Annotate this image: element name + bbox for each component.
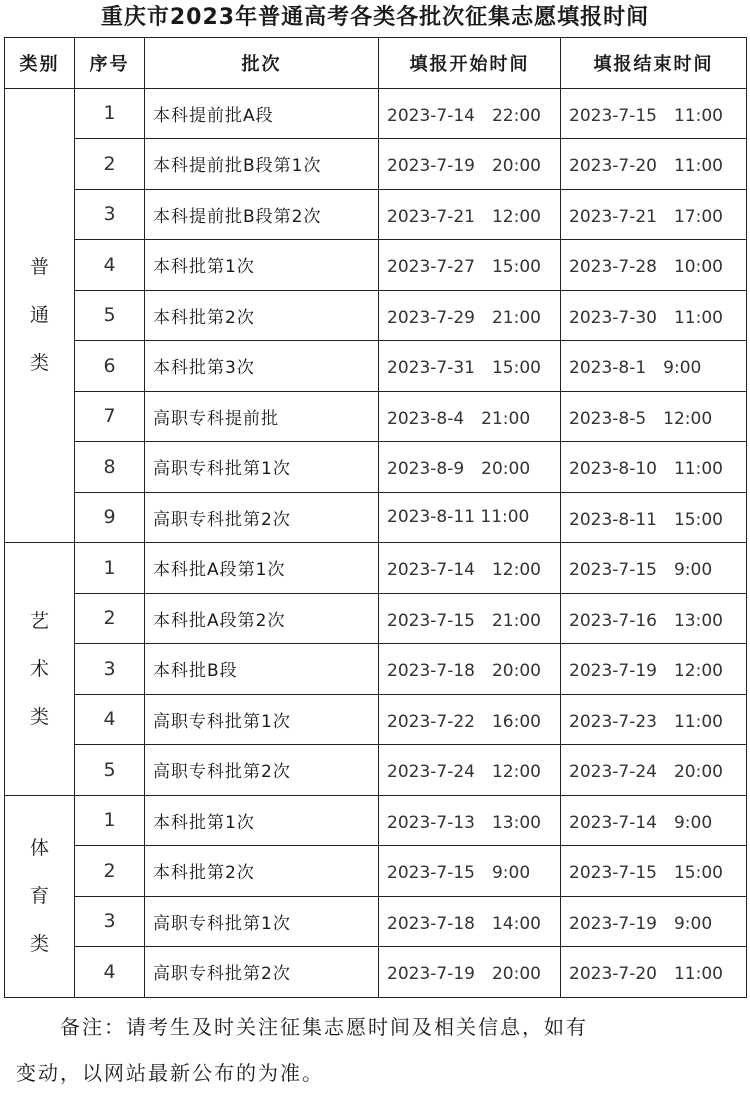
seq-cell: 5 (75, 290, 145, 341)
end-time-cell: 2023-7-19 9:00 (561, 896, 747, 947)
header-seq: 序号 (75, 38, 145, 89)
start-time-cell: 2023-7-31 15:00 (379, 341, 561, 392)
category-char: 类 (29, 933, 49, 955)
category-cell (5, 795, 75, 997)
batch-cell: 本科批第2次 (145, 290, 379, 341)
page-title: 重庆市2023年普通高考各类各批次征集志愿填报时间 (100, 5, 650, 30)
start-time-cell: 2023-8-11 11:00 (379, 492, 561, 543)
end-time-cell: 2023-8-1 9:00 (561, 341, 747, 392)
seq-cell: 5 (75, 745, 145, 796)
header-start-time: 填报开始时间 (379, 38, 561, 89)
seq-cell: 3 (75, 644, 145, 695)
end-time-cell: 2023-8-10 11:00 (561, 442, 747, 493)
seq-cell: 8 (75, 442, 145, 493)
start-time-cell: 2023-7-24 12:00 (379, 745, 561, 796)
start-time-cell: 2023-7-14 12:00 (379, 543, 561, 594)
end-time-cell: 2023-7-15 15:00 (561, 846, 747, 897)
seq-cell: 7 (75, 391, 145, 442)
start-time-cell: 2023-7-13 13:00 (379, 795, 561, 846)
start-time-cell: 2023-7-29 21:00 (379, 290, 561, 341)
start-time-cell: 2023-7-27 15:00 (379, 240, 561, 291)
table-row (5, 442, 747, 493)
batch-cell: 本科批A段第1次 (145, 543, 379, 594)
table-row (5, 189, 747, 240)
batch-cell: 本科批A段第2次 (145, 593, 379, 644)
schedule-table (4, 37, 747, 998)
start-time-cell: 2023-7-15 9:00 (379, 846, 561, 897)
table-row (5, 341, 747, 392)
end-time-cell: 2023-7-19 12:00 (561, 644, 747, 695)
category-char: 普 (29, 256, 49, 279)
batch-cell: 本科批第2次 (145, 846, 379, 897)
batch-cell: 本科批第1次 (145, 795, 379, 846)
start-time-cell: 2023-8-4 21:00 (379, 391, 561, 442)
start-time-cell: 2023-7-18 14:00 (379, 896, 561, 947)
seq-cell: 2 (75, 139, 145, 190)
category-char: 通 (29, 304, 49, 327)
end-time-cell: 2023-7-16 13:00 (561, 593, 747, 644)
seq-cell: 1 (75, 88, 145, 139)
table-header-row (5, 38, 747, 89)
end-time-cell: 2023-7-28 10:00 (561, 240, 747, 291)
table-row (5, 896, 747, 947)
end-time-cell: 2023-7-15 11:00 (561, 88, 747, 139)
category-char: 类 (29, 352, 49, 375)
seq-cell: 4 (75, 240, 145, 291)
table-row (5, 492, 747, 543)
batch-cell: 高职专科批第1次 (145, 442, 379, 493)
footnote-line-1: 备注：请考生及时关注征集志愿时间及相关信息，如有 (60, 1015, 588, 1039)
end-time-cell: 2023-7-23 11:00 (561, 694, 747, 745)
table-row (5, 391, 747, 442)
seq-cell: 1 (75, 795, 145, 846)
batch-cell: 高职专科提前批 (145, 391, 379, 442)
category-char: 育 (29, 885, 49, 907)
batch-cell: 高职专科批第2次 (145, 492, 379, 543)
end-time-cell: 2023-7-30 11:00 (561, 290, 747, 341)
category-cell (5, 543, 75, 796)
start-time-cell: 2023-7-19 20:00 (379, 139, 561, 190)
end-time-cell: 2023-7-21 17:00 (561, 189, 747, 240)
start-time-cell: 2023-8-9 20:00 (379, 442, 561, 493)
table-row (5, 593, 747, 644)
seq-cell: 9 (75, 492, 145, 543)
table-row (5, 290, 747, 341)
batch-cell: 高职专科批第1次 (145, 694, 379, 745)
end-time-cell: 2023-7-14 9:00 (561, 795, 747, 846)
start-time-cell: 2023-7-19 20:00 (379, 947, 561, 998)
category-char: 类 (29, 705, 49, 728)
footnote-line-2: 变动，以网站最新公布的为准。 (16, 1061, 324, 1085)
header-end-time: 填报结束时间 (561, 38, 747, 89)
start-time-cell: 2023-7-21 12:00 (379, 189, 561, 240)
table-body (5, 88, 747, 997)
end-time-cell: 2023-7-24 20:00 (561, 745, 747, 796)
table-row (5, 846, 747, 897)
header-batch: 批次 (145, 38, 379, 89)
seq-cell: 3 (75, 896, 145, 947)
table-row (5, 644, 747, 695)
end-time-cell: 2023-8-11 15:00 (561, 492, 747, 543)
header-category: 类别 (5, 38, 75, 89)
footnote (16, 1004, 736, 1096)
seq-cell: 2 (75, 846, 145, 897)
seq-cell: 3 (75, 189, 145, 240)
table-row (5, 139, 747, 190)
batch-cell: 本科提前批B段第2次 (145, 189, 379, 240)
table-row (5, 88, 747, 139)
category-char: 艺 (29, 609, 49, 632)
category-char: 术 (29, 657, 49, 680)
category-cell (5, 88, 75, 543)
batch-cell: 高职专科批第2次 (145, 745, 379, 796)
table-row (5, 745, 747, 796)
seq-cell: 2 (75, 593, 145, 644)
seq-cell: 6 (75, 341, 145, 392)
end-time-cell: 2023-7-15 9:00 (561, 543, 747, 594)
batch-cell: 本科批第1次 (145, 240, 379, 291)
start-time-cell: 2023-7-22 16:00 (379, 694, 561, 745)
start-time-cell: 2023-7-14 22:00 (379, 88, 561, 139)
category-char: 体 (29, 837, 49, 859)
seq-cell: 4 (75, 947, 145, 998)
table-row (5, 947, 747, 998)
batch-cell: 高职专科批第2次 (145, 947, 379, 998)
batch-cell: 本科提前批B段第1次 (145, 139, 379, 190)
end-time-cell: 2023-7-20 11:00 (561, 947, 747, 998)
batch-cell: 高职专科批第1次 (145, 896, 379, 947)
batch-cell: 本科批B段 (145, 644, 379, 695)
table-row (5, 240, 747, 291)
seq-cell: 1 (75, 543, 145, 594)
end-time-cell: 2023-8-5 12:00 (561, 391, 747, 442)
table-row (5, 543, 747, 594)
end-time-cell: 2023-7-20 11:00 (561, 139, 747, 190)
table-row (5, 694, 747, 745)
batch-cell: 本科批第3次 (145, 341, 379, 392)
start-time-cell: 2023-7-15 21:00 (379, 593, 561, 644)
batch-cell: 本科提前批A段 (145, 88, 379, 139)
start-time-cell: 2023-7-18 20:00 (379, 644, 561, 695)
table-row (5, 795, 747, 846)
seq-cell: 4 (75, 694, 145, 745)
